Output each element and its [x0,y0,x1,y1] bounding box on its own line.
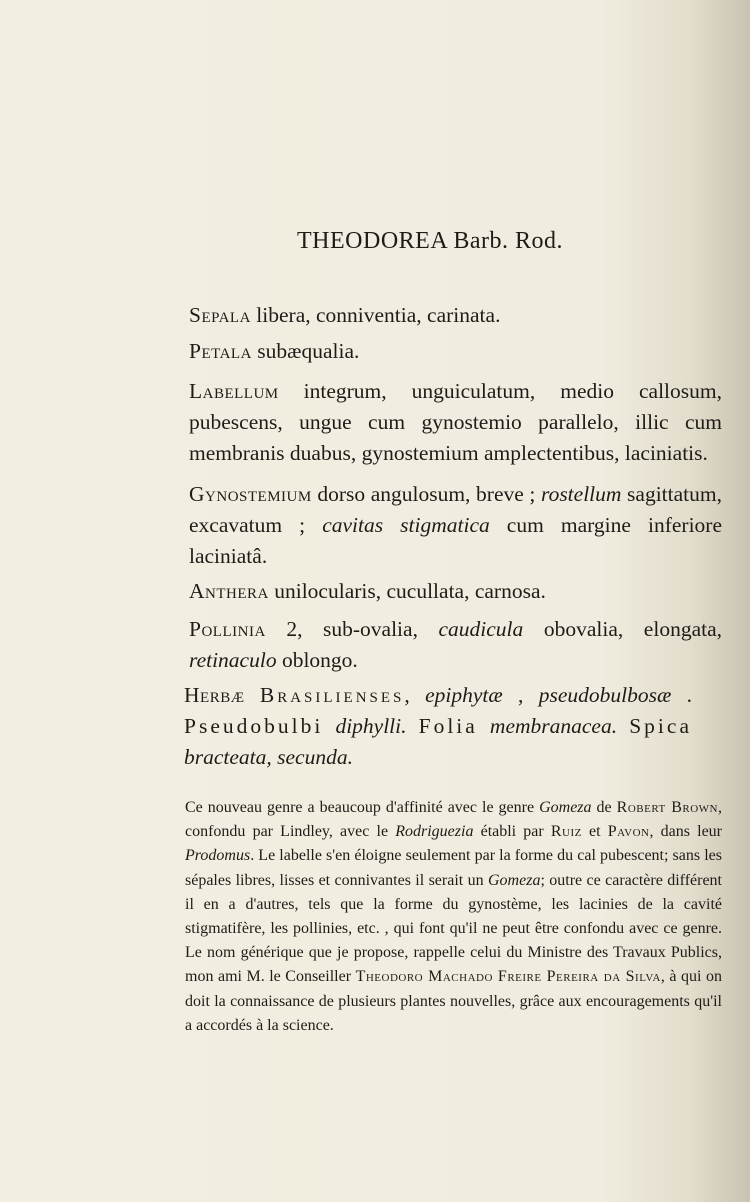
gynostemium-text-3: cum margine inferiore laciniatâ. [189,513,722,568]
gynostemium-term: Gynostemium [189,482,312,506]
note-smallcaps-1: Robert Brown [616,799,718,816]
petala-paragraph [159,336,722,367]
herbae-text-3: . [671,683,693,707]
pollinia-term: Pollinia [189,617,266,641]
pollinia-italic-1: caudicula [438,617,524,641]
herbae-paragraph [184,680,692,773]
sepala-term: Sepala [189,303,251,327]
note-text-5: et [581,823,608,841]
author-note [155,796,722,1038]
labellum-paragraph [159,376,722,469]
herbae-italic-3: diphylli. [335,714,407,738]
note-text-8: ; outre ce caractère différent il en a d'autres, tels que la forme du gynostème, les lacinies de la cavité stigmatifère, les pollinies, etc. , qui font qu'il ne peut être confondu avec ce genre. Le nom générique que je propose, rappelle celui du Ministre des Travaux Publics, mon ami M. le Conseiller [185,871,722,986]
herbae-italic-4: membranacea. [489,714,618,738]
gynostemium-text-2: sagittatum, excavatum ; [189,482,722,537]
note-text-3: , confondu par Lindley, avec le [185,799,722,841]
herbae-wide-1: Pseudobulbi [184,714,324,738]
herbae-wide-3: Spica [629,714,692,738]
gynostemium-italic-2: cavitas stigmatica [322,513,490,537]
note-smallcaps-2: Ruiz [550,823,582,841]
note-smallcaps-4: Theodoro Machado Freire Pereira da Silva [355,968,661,986]
herbae-italic-1: epiphytæ [425,683,503,707]
note-text-6: , dans leur [649,823,723,841]
note-text-4: établi par [473,823,551,841]
herbae-wide-2: Folia [418,714,478,738]
petala-text: subæqualia. [251,339,360,363]
note-italic-4: Gomeza [488,871,541,889]
anthera-text: unilocularis, cucullata, carnosa. [268,579,546,603]
pollinia-italic-2: retinaculo [189,648,277,672]
labellum-text: integrum, unguiculatum, medio callosum, pubescens, ungue cum gynostemio parallelo, illic cum membranis duabus, gynostemium amplectentibus, laciniatis. [189,379,722,465]
note-text-7: . Le labelle s'en éloigne seulement par la forme du cal pubescent; sans les sépales libres, lisses et connivantes il serait un [185,847,722,889]
anthera-term: Anthera [189,579,269,603]
note-italic-2: Rodriguezia [395,823,474,841]
pollinia-paragraph [159,614,722,676]
note-smallcaps-3: Pavon [607,823,650,841]
herbae-term: Herbæ [184,683,245,707]
gynostemium-text-1: dorso angulosum, breve ; [311,482,541,506]
sepala-text: libera, conniventia, carinata. [250,303,501,327]
genus-title: THEODOREA Barb. Rod. [297,228,563,254]
note-text-1: Ce nouveau genre a beaucoup d'affinité avec le genre [185,799,540,816]
anthera-paragraph [159,576,722,607]
herbae-text-1: , [404,683,426,707]
labellum-term: Labellum [189,379,279,403]
gynostemium-italic-1: rostellum [541,482,622,506]
pollinia-text-1: 2, sub-ovalia, [265,617,439,641]
herbae-italic-5: bracteata, secunda. [184,745,353,769]
herbae-italic-2: pseudobulbosæ [538,683,672,707]
petala-term: Petala [189,339,252,363]
pollinia-text-2: obovalia, elongata, [523,617,723,641]
herbae-text-2: , [502,683,539,707]
note-italic-1: Gomeza [539,799,592,816]
pollinia-text-3: oblongo. [276,648,358,672]
herbae-term-2: Brasilienses [259,683,405,707]
note-italic-3: Prodomus [185,847,251,865]
sepala-paragraph [159,300,722,331]
note-text-9: , à qui on doit la connaissance de plusieurs plantes nouvelles, grâce aux encouragements qu'il a accordés à la science. [185,968,722,1034]
gynostemium-paragraph [159,479,722,572]
note-text-2: de [591,799,617,816]
